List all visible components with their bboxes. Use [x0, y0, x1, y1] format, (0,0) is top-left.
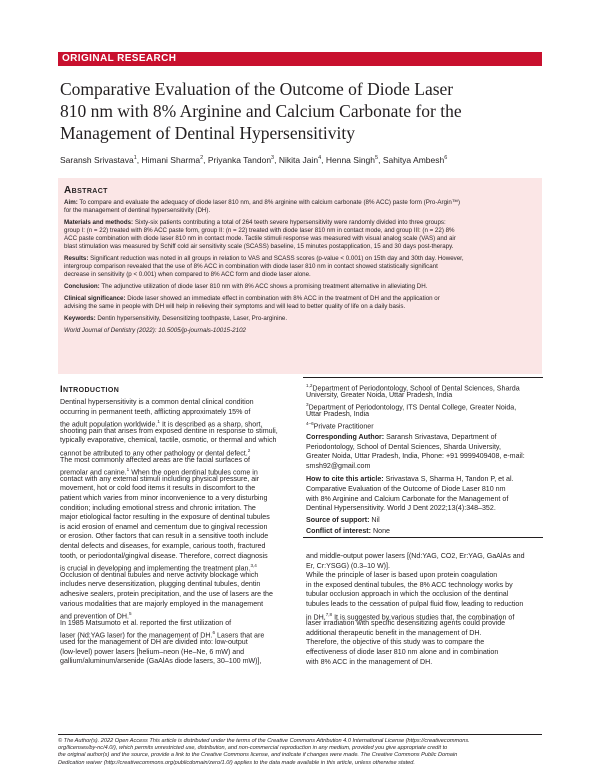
journal-citation: World Journal of Dentistry (2022): 10.5005/jp-journals-10015-2102 — [64, 327, 246, 334]
body-text-line: patient which varies from minor inconvenience to a very disturbing — [60, 494, 268, 502]
author-affil: 3 — [271, 155, 275, 161]
author-name: Himani Sharma — [141, 154, 201, 165]
keywords-label: Keywords: — [64, 315, 96, 322]
author-affil: 5 — [375, 155, 379, 161]
body-text-line: is acid erosion of enamel and cementum due to gingival recession — [60, 522, 268, 531]
body-text-line: includes nerve desensitization, plugging dentinal tubules, dentin — [60, 580, 261, 589]
clinical-text: Diode laser showed an immediate effect in combination with 8% ACC in the treatment of DH and the application or — [125, 295, 440, 302]
body-text-line: occurring in permanent teeth, afflicting approximately 15% of — [60, 407, 251, 416]
title-line: 810 nm with 8% Arginine and Calcium Carbonate for the — [60, 101, 462, 121]
body-text-line: Occlusion of dentinal tubules and nerve activity blockage which — [60, 570, 259, 579]
license-line: org/licenses/by-nc/4.0/), which permits unrestricted use, distribution, and non-commercial reproduction in any medium, provided you give appropriate credit to — [58, 745, 448, 752]
body-text-line: or erosion. Other factors that can result in a sensitive tooth include — [60, 532, 269, 541]
body-text-line: shooting pain that arises from exposed dentine in response to stimuli, — [60, 426, 278, 435]
article-title — [60, 78, 540, 144]
body-text-line: additional therapeutic benefit in the management of DH. — [306, 628, 482, 637]
author-name: Nikita Jain — [278, 154, 319, 165]
abstract-keywords — [64, 315, 287, 323]
affiliation-line: University, Greater Noida, Uttar Pradesh, India — [306, 390, 453, 399]
abstract-aim-cont: for the management of dentinal hypersensitivity (DH). — [64, 207, 211, 214]
body-text-line: and middle-output power lasers [(Nd:YAG, CO2, Er:YAG, GaAlAs and — [306, 552, 525, 560]
body-text-line: major etiological factor resulting in the exposure of dentinal tubules — [60, 513, 270, 522]
abstract-conclusion — [64, 283, 427, 291]
affiliation-rule-top — [303, 377, 543, 378]
category-label: ORIGINAL RESEARCH — [62, 53, 177, 64]
title-line: Comparative Evaluation of the Outcome of Diode Laser — [60, 79, 454, 99]
author-affil: 1 — [133, 155, 137, 161]
body-text-line: adhesive sealers, protein precipitation, and the use of lasers are the — [60, 590, 273, 598]
author-list: Saransh Srivastava$^1$, Himani Sharma$^2$, Priyanka Tandon$^3$, Nikita Jain$^4$, Henna Singh$^5$, Sahitya Ambesh$^6$ — [60, 154, 448, 165]
body-text-line: laser (Nd:YAG laser) for the management of DH.$^6$ Lasers that are — [60, 630, 265, 640]
abstract-aim — [64, 199, 460, 207]
conclusion-label: Conclusion: — [64, 283, 100, 290]
body-text-line: tooth, or periodontal/gingival disease. Therefore, correct diagnosis — [60, 551, 268, 560]
body-text-line: Er, Cr:YSGG) (0.3–10 W)]. — [306, 561, 390, 570]
body-text-line: While the principle of laser is based upon protein coagulation — [306, 571, 498, 580]
body-text-line: used for the management of DH are divided into: low-output — [60, 638, 248, 646]
body-text-line: Dentinal hypersensitivity is a common dental clinical condition — [60, 398, 254, 406]
source-of-support: Source of support: Nil — [306, 515, 380, 524]
author-affil: 2 — [200, 155, 204, 161]
methods-text: Sixty-six patients contributing a total of 264 teeth severe hypersensitivity were randomly divided into three groups: — [133, 219, 446, 226]
abstract-heading: Abstract — [64, 185, 108, 196]
body-text-line: laser irradiation with specific desensitizing agents could provide — [306, 619, 506, 628]
body-text-line: various modalities that are majorly employed in the management — [60, 599, 264, 608]
title-line: Management of Dentinal Hypersensitivity — [60, 123, 355, 143]
cite-article: How to cite this article: Srivastava S, Sharma H, Tandon P, et al. — [306, 475, 514, 484]
author-name: Saransh Srivastava — [60, 154, 134, 165]
body-text-line: with 8% ACC in the management of DH. — [306, 657, 433, 666]
corresponding-author-line: Periodontology, School of Dental Sciences, Sharda University, — [306, 442, 501, 451]
body-text-line: gallium/aluminum/arsenide (GaAlAs diode lasers, 30–100 mW)], — [60, 657, 262, 666]
author-name: Priyanka Tandon — [207, 154, 272, 165]
body-text-line: typically evaporative, chemical, tactile, osmotic, or thermal and which — [60, 436, 277, 445]
body-text-line: the adult population worldwide.$^1$ It is described as a sharp, short, — [60, 419, 263, 429]
conflict-of-interest: Conflict of interest: None — [306, 526, 390, 535]
clinical-label: Clinical significance: — [64, 295, 126, 302]
methods-label: Materials and methods: — [64, 219, 134, 226]
body-text-line: The most commonly affected areas are the facial surfaces of — [60, 455, 250, 464]
abstract-results — [64, 255, 464, 263]
cite-article-line: Dentinal Hypersensitivity. World J Dent 2022;13(4):348–352. — [306, 504, 496, 513]
author-name: Sahitya Ambesh — [382, 154, 445, 165]
aim-text: To compare and evaluate the adequacy of diode laser 810 nm, and 8% arginine with calcium carbonate (8% ACC) paste form (Pro-Argin™) — [77, 199, 461, 206]
affiliation-rule-bottom — [303, 537, 543, 538]
cite-article-line: with 8% Arginine and Calcium Carbonate for the Management of — [306, 494, 509, 503]
corresponding-author-line: Greater Noida, Uttar Pradesh, India, Phone: +91 9999409408, e-mail: — [306, 452, 525, 461]
body-text-line: tubular occlusion approach in which the occlusion of the dentinal — [306, 590, 509, 599]
body-text-line: effectiveness of diode laser 810 nm alone and in combination — [306, 648, 499, 656]
body-text-line: cannot be attributed to any other pathology or dental defect.$^2$ — [60, 448, 251, 458]
abstract-methods-cont: blast stimulation was measured by Schiff cold air sensitivity scale (SCASS) baseline, 15 minutes postapplication, 15 and 30 days post-therapy. — [64, 243, 454, 250]
author-affil: 6 — [444, 155, 448, 161]
license-line: © The Author(s). 2022 Open Access This article is distributed under the terms of the Creative Commons Attribution 4.0 International License (https://creativecommons. — [58, 738, 470, 744]
abstract-results-cont: intergroup comparison revealed that the use of 8% ACC in combination with diode laser 810 nm in contact showed statistically significant — [64, 263, 438, 270]
license-line: the original author(s) and the source, provide a link to the Creative Commons license, and indicate if changes were made. The Creative Commons Public Domain — [58, 752, 458, 759]
abstract-clinical-cont: advising the same in people with DH will help in relieving their symptoms and will lead to better quality of life on a daily basis. — [64, 303, 406, 310]
abstract-clinical — [64, 295, 440, 303]
results-label: Results: — [64, 255, 89, 262]
author-name: Henna Singh — [325, 154, 376, 165]
corresponding-author-line: smsh92@gmail.com — [306, 461, 371, 470]
body-text-line: (low-level) power lasers [helium–neon (He–Ne, 6 mW) and — [60, 647, 245, 656]
body-text-line: is crucial in developing and implementing the treatment plan.$^{3,4}$ — [60, 563, 257, 573]
body-text-line: movement, hot or cold food items it results in discomfort to the — [60, 484, 256, 493]
body-text-line: Therefore, the objective of this study was to compare the — [306, 638, 485, 647]
body-text-line: contact with any external stimuli including physical pressure, air — [60, 474, 260, 483]
footer-rule — [58, 734, 542, 735]
body-text-line: and prevention of DH.$^5$ — [60, 611, 132, 621]
body-text-line: in the exposed dentinal tubules, the 8% ACC technology works by — [306, 580, 513, 589]
body-text-line: condition; including emotional stress and chronic irritation. The — [60, 503, 256, 512]
abstract-results-cont: decrease in sensitivity (p < 0.001) when compared to 8% ACC form and diode laser alone. — [64, 271, 311, 278]
affiliation-line: $^{4-6}$Private Practitioner — [306, 421, 374, 431]
introduction-heading: Introduction — [60, 384, 120, 395]
conclusion-text: The adjunctive utilization of diode laser 810 nm with 8% ACC shows a promising treatment alternative in alleviating DH. — [99, 283, 428, 290]
body-text-line: in DH.$^{7,8}$ It is suggested by various studies that, the combination of — [306, 611, 515, 621]
keywords-text: Dentin hypersensitivity, Desensitizing toothpaste, Laser, Pro-arginine. — [95, 315, 288, 322]
license-line: Dedication waiver (http://creativecommons.org/publicdomain/zero/1.0/) applies to the data made available in this article, unless otherwise stated. — [58, 759, 415, 766]
results-text: Significant reduction was noted in all groups in relation to VAS and SCASS scores (p-value < 0.001) on 15th day and 30th day. However, — [88, 255, 464, 262]
body-text-line: premolar and canine.$^1$ When the open dentinal tubules come in — [60, 467, 258, 477]
body-text-line: tubules leads to the cessation of pulpal fluid flow, leading to reduction — [306, 600, 524, 608]
author-affil: 4 — [318, 155, 322, 161]
corresponding-author: Corresponding Author: Saransh Srivastava, Department of — [306, 433, 497, 441]
aim-label: Aim: — [64, 199, 78, 206]
affiliation-line: $^{1,2}$Department of Periodontology, School of Dental Sciences, Sharda — [306, 383, 520, 393]
affiliation-line: Uttar Pradesh, India — [306, 409, 370, 418]
body-text-line: dental defects and diseases, for example, carious tooth, fractured — [60, 542, 266, 550]
body-text-line: In 1985 Matsumoto et al. reported the first utilization of — [60, 618, 232, 627]
abstract-methods-cont: group I: (n = 22) treated with 8% ACC paste form, group II: (n = 22) treated with diode laser 810 nm in contact mode, and group III: (n = 22) 8% — [64, 227, 455, 234]
affiliation-line: $^3$Department of Periodontology, ITS Dental College, Greater Noida, — [306, 402, 517, 412]
abstract-methods-cont: ACC paste combination with diode laser 810 nm in contact mode. Tactile stimuli response was measured with visual analog scale (VAS) and air — [64, 235, 456, 242]
abstract-methods — [64, 219, 446, 227]
cite-article-line: Comparative Evaluation of the Outcome of Diode Laser 810 nm — [306, 485, 506, 493]
